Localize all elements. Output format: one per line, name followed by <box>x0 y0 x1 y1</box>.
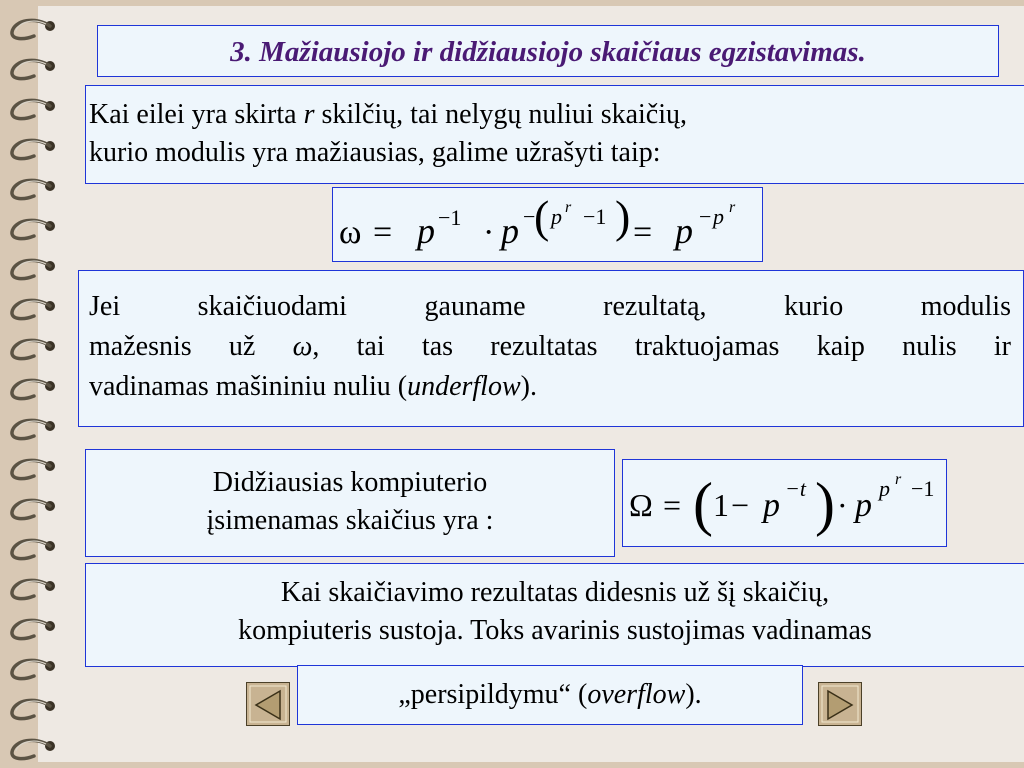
f1-eq2: = <box>633 214 653 251</box>
f2-one: 1 <box>713 487 729 523</box>
f1-p5: p <box>713 204 724 229</box>
f2-dot: · <box>837 487 848 523</box>
formula-omega-svg <box>333 188 764 263</box>
f1-p3: p <box>551 204 562 229</box>
f1-rparen: ) <box>615 191 631 242</box>
f2-rparen: ) <box>815 471 835 537</box>
f1-p1: p <box>417 211 435 251</box>
binding-ring <box>12 380 55 398</box>
binding-ring <box>12 20 55 38</box>
binding-ring <box>12 140 55 158</box>
binding-ring <box>12 460 55 478</box>
f1-exp1: −1 <box>438 205 462 230</box>
binding-ring <box>12 220 55 238</box>
slide-title: 3. Mažiausiojo ir didžiausiojo skaičiaus egzistavimas. <box>97 25 999 77</box>
p4-line1: Kai skaičiavimo rezultatas didesnis už šį skaičių, <box>280 577 830 608</box>
previous-slide-button[interactable] <box>246 682 290 726</box>
p4-line2: kompiuteris sustoja. Toks avarinis sustojimas vadinamas <box>238 615 872 646</box>
binding-ring <box>12 740 55 758</box>
f2-Omega: Ω <box>629 487 653 523</box>
f1-minus-one: −1 <box>583 204 607 229</box>
f1-p4: p <box>675 211 693 251</box>
binding-ring <box>12 100 55 118</box>
p1-text-b: skilčių, tai nelygų nuliui skaičių, <box>314 99 688 130</box>
f2-exp-t: −t <box>785 476 806 501</box>
binding-ring <box>12 180 55 198</box>
binding-ring <box>12 260 55 278</box>
p2-text-b: , tai tas rezultatas traktuojamas kaip nulis ir <box>312 331 1012 362</box>
triangle-right-icon <box>819 683 863 727</box>
p5-term-overflow: overflow <box>587 679 686 710</box>
p1-text-line2: kurio modulis yra mažiausias, galime užrašyti taip: <box>89 137 661 168</box>
f2-p3: p <box>879 476 890 501</box>
formula-Omega-svg <box>623 460 948 548</box>
binding-ring <box>12 60 55 78</box>
p1-text-a: Kai eilei yra skirta <box>89 99 304 130</box>
p2-line1: Jei skaičiuodami gauname rezultatą, kurio modulis <box>89 291 1011 322</box>
f1-dot: · <box>483 214 495 251</box>
binding-ring <box>12 340 55 358</box>
binding-ring <box>12 300 55 318</box>
p5-text-a: „persipildymu“ ( <box>398 679 588 710</box>
paragraph-overflow-term <box>297 665 803 725</box>
f1-r1: r <box>565 199 572 216</box>
f2-p2: p <box>855 487 872 524</box>
f1-eq1: = <box>373 214 393 251</box>
triangle-left-icon <box>247 683 291 727</box>
binding-ring <box>12 660 55 678</box>
next-slide-button[interactable] <box>818 682 862 726</box>
p2-term-underflow: underflow <box>407 371 521 402</box>
f2-p1: p <box>763 487 780 524</box>
binding-ring <box>12 700 55 718</box>
p3-line2: įsimenamas skaičius yra : <box>206 505 494 536</box>
binding-ring <box>12 580 55 598</box>
p3-line1: Didžiausias kompiuterio <box>212 467 488 498</box>
f2-exp-one: −1 <box>911 476 935 501</box>
f1-r2: r <box>729 199 736 216</box>
binding-ring <box>12 540 55 558</box>
f2-r: r <box>895 471 902 488</box>
f1-minus: − <box>523 204 536 229</box>
f2-minus: − <box>731 487 750 523</box>
f2-eq: = <box>663 487 682 523</box>
f2-lparen: ( <box>693 471 713 537</box>
paragraph-min-number <box>85 85 1024 184</box>
p2-text-a: mažesnis už <box>89 331 293 362</box>
binding-ring <box>12 420 55 438</box>
binding-ring <box>12 500 55 518</box>
f1-minus2: − <box>699 204 712 229</box>
p2-text-c: vadinamas mašininiu nuliu ( <box>89 371 408 402</box>
paragraph-overflow <box>85 563 1024 667</box>
p5-text-b: ). <box>685 679 702 710</box>
paragraph-underflow <box>78 270 1024 427</box>
f1-p2: p <box>501 211 519 251</box>
p1-variable-r: r <box>303 99 315 130</box>
formula-omega <box>332 187 763 262</box>
formula-Omega <box>622 459 947 547</box>
p2-variable-omega: ω <box>292 331 313 362</box>
p2-text-d: ). <box>520 371 537 402</box>
paragraph-max-number <box>85 449 615 557</box>
spiral-binding <box>0 0 70 768</box>
binding-ring <box>12 620 55 638</box>
f1-omega: ω <box>339 214 362 251</box>
f1-lparen: ( <box>534 191 550 242</box>
